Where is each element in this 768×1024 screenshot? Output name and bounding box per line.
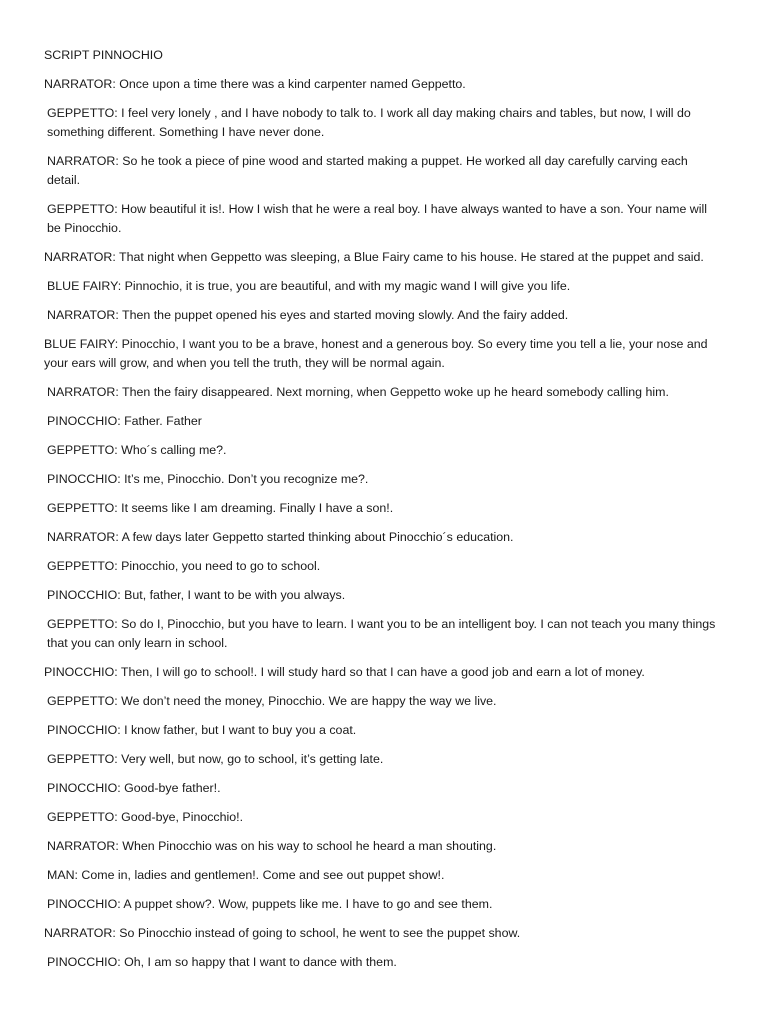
script-line: PINOCCHIO: A puppet show?. Wow, puppets like me. I have to go and see them. [47,897,493,911]
script-line: NARRATOR: So Pinocchio instead of going to school, he went to see the puppet show. [44,926,521,940]
script-line: NARRATOR: Once upon a time there was a kind carpenter named Geppetto. [44,77,466,91]
script-line: GEPPETTO: Good-bye, Pinocchio!. [47,810,244,824]
script-line: GEPPETTO: I feel very lonely , and I have nobody to talk to. I work all day making chairs and tables, but now, I will do something different. Something I have never done. [47,106,691,139]
script-line: BLUE FAIRY: Pinnochio, it is true, you are beautiful, and with my magic wand I will give you life. [47,279,571,293]
script-line: NARRATOR: So he took a piece of pine wood and started making a puppet. He worked all day carefully carving each detail. [47,154,688,187]
script-line: BLUE FAIRY: Pinocchio, I want you to be a brave, honest and a generous boy. So every time you tell a lie, your nose and your ears will grow, and when you tell the truth, they will be normal again. [44,337,708,370]
document-title: SCRIPT PINNOCHIO [44,48,163,62]
script-line: GEPPETTO: So do I, Pinocchio, but you have to learn. I want you to be an intelligent boy. I can not teach you many things that you can only learn in school. [47,617,716,650]
script-line: NARRATOR: A few days later Geppetto started thinking about Pinocchio´s education. [47,530,514,544]
script-line: MAN: Come in, ladies and gentlemen!. Come and see out puppet show!. [47,868,445,882]
script-line: PINOCCHIO: Then, I will go to school!. I will study hard so that I can have a good job and earn a lot of money. [44,665,645,679]
script-lines [44,75,724,972]
script-line: PINOCCHIO: Good-bye father!. [47,781,221,795]
script-line: NARRATOR: Then the puppet opened his eyes and started moving slowly. And the fairy added. [47,308,569,322]
script-line: GEPPETTO: Pinocchio, you need to go to school. [47,559,321,573]
script-line: PINOCCHIO: But, father, I want to be with you always. [47,588,346,602]
script-line: PINOCCHIO: I know father, but I want to buy you a coat. [47,723,357,737]
script-line: GEPPETTO: We don’t need the money, Pinocchio. We are happy the way we live. [47,694,497,708]
script-line: NARRATOR: When Pinocchio was on his way to school he heard a man shouting. [47,839,497,853]
script-document [44,46,724,982]
script-line: GEPPETTO: Who´s calling me?. [47,443,227,457]
script-line: GEPPETTO: It seems like I am dreaming. Finally I have a son!. [47,501,394,515]
script-line: NARRATOR: Then the fairy disappeared. Next morning, when Geppetto woke up he heard somebody calling him. [47,385,669,399]
script-line: PINOCCHIO: Father. Father [47,414,202,428]
script-line: GEPPETTO: How beautiful it is!. How I wish that he were a real boy. I have always wanted to have a son. Your name will be Pinocchio. [47,202,708,235]
script-line: PINOCCHIO: Oh, I am so happy that I want to dance with them. [47,955,397,969]
script-line: PINOCCHIO: It’s me, Pinocchio. Don’t you recognize me?. [47,472,369,486]
script-line: NARRATOR: That night when Geppetto was sleeping, a Blue Fairy came to his house. He stared at the puppet and said. [44,250,704,264]
script-line: GEPPETTO: Very well, but now, go to school, it’s getting late. [47,752,384,766]
